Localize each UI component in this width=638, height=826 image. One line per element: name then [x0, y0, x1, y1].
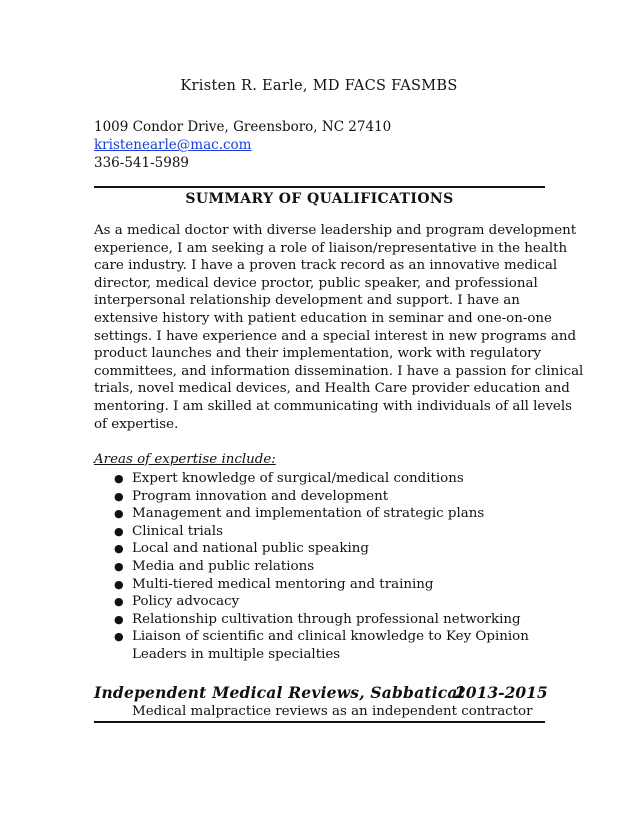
- expertise-item: [114, 540, 529, 558]
- summary-line: committees, and information dissemination. I have a passion for clinical: [94, 363, 584, 379]
- candidate-name: Kristen R. Earle, MD FACS FASMBS: [180, 78, 458, 94]
- summary-heading: SUMMARY OF QUALIFICATIONS: [185, 191, 454, 207]
- summary-line: experience, I am seeking a role of liaison/representative in the health: [94, 240, 568, 256]
- bullet-icon: ●: [114, 524, 124, 538]
- bullet-icon: ●: [114, 489, 124, 503]
- bullet-icon: ●: [114, 542, 124, 556]
- expertise-item: [114, 611, 529, 629]
- job-title: Independent Medical Reviews, Sabbatical: [94, 683, 464, 702]
- expertise-item-label: Liaison of scientific and clinical knowledge to Key Opinion: [132, 629, 529, 645]
- summary-line: As a medical doctor with diverse leadership and program development: [94, 223, 577, 238]
- expertise-item: [114, 488, 529, 506]
- summary-line: mentoring. I am skilled at communicating with individuals of all levels: [94, 398, 572, 414]
- summary-line: interpersonal relationship development and support. I have an: [94, 293, 520, 309]
- summary-line: trials, novel medical devices, and Health Care provider education and: [94, 381, 570, 397]
- address-line: 1009 Condor Drive, Greensboro, NC 27410: [94, 119, 392, 135]
- bullet-icon: ●: [114, 630, 124, 644]
- expertise-heading: Areas of expertise include:: [94, 452, 276, 467]
- expertise-item-label: Management and implementation of strategic plans: [132, 506, 485, 522]
- bullet-icon: ●: [114, 472, 124, 485]
- top-divider: [94, 186, 545, 188]
- expertise-item-label: Media and public relations: [132, 558, 315, 574]
- expertise-item: [114, 505, 529, 523]
- job-description: Medical malpractice reviews as an independent contractor: [132, 704, 533, 719]
- phone-line: 336-541-5989: [94, 155, 190, 171]
- contact-block: [94, 118, 391, 172]
- bottom-divider: [94, 721, 545, 723]
- email-link[interactable]: kristenearle@mac.com: [94, 137, 252, 153]
- expertise-item: [114, 470, 529, 488]
- expertise-item-label: Program innovation and development: [132, 488, 389, 504]
- expertise-item: [114, 628, 529, 646]
- summary-line: director, medical device proctor, public speaker, and professional: [94, 275, 538, 291]
- bullet-icon: ●: [114, 507, 124, 521]
- bullet-icon: ●: [114, 559, 124, 573]
- expertise-item: [114, 523, 529, 541]
- expertise-item-continuation: [114, 646, 529, 664]
- bullet-icon: ●: [114, 595, 124, 609]
- expertise-list: [114, 470, 529, 664]
- summary-line: of expertise.: [94, 416, 179, 432]
- expertise-item-label: Expert knowledge of surgical/medical conditions: [132, 471, 464, 486]
- summary-line: product launches and their implementation, work with regulatory: [94, 346, 542, 362]
- bullet-icon: ●: [114, 612, 124, 626]
- summary-line: care industry. I have a proven track record as an innovative medical: [94, 258, 558, 274]
- summary-line: settings. I have experience and a special interest in new programs and: [94, 328, 577, 344]
- expertise-item-label: Multi-tiered medical mentoring and training: [132, 576, 434, 592]
- expertise-item-label: Policy advocacy: [132, 594, 240, 610]
- expertise-item: [114, 593, 529, 611]
- expertise-item: [114, 576, 529, 594]
- job-dates: 2013-2015: [455, 683, 548, 702]
- expertise-item-label: Relationship cultivation through professional networking: [132, 611, 521, 627]
- summary-line: extensive history with patient education in seminar and one-on-one: [94, 310, 552, 326]
- bullet-icon: ●: [114, 577, 124, 591]
- summary-paragraph: [94, 222, 584, 433]
- expertise-item-label: Clinical trials: [132, 523, 223, 539]
- expertise-item: [114, 558, 529, 576]
- expertise-item-label: Local and national public speaking: [132, 541, 369, 557]
- expertise-item-label: Leaders in multiple specialties: [132, 646, 341, 662]
